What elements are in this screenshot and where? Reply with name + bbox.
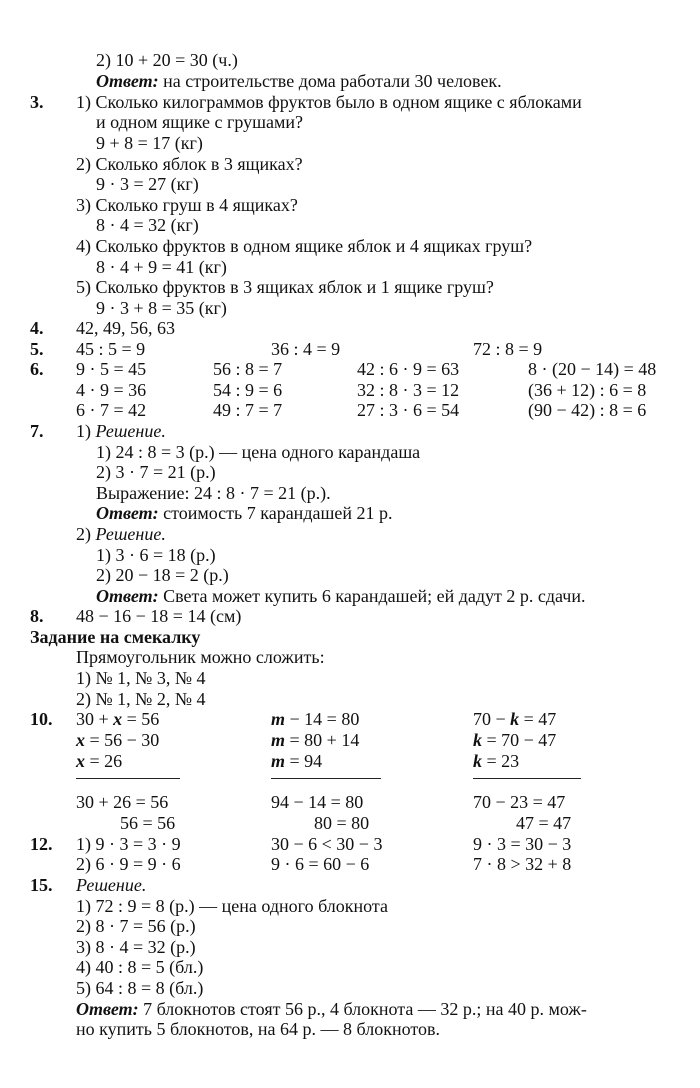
answer-text: стоимость 7 карандашей 21 р. [158,503,393,523]
check-line: 47 = 47 [516,813,572,833]
expression-cell: 8 · (20 − 14) = 48 [528,359,657,379]
answer-option: 2) № 1, № 2, № 4 [76,689,206,709]
answer-label: Ответ: [96,503,159,523]
check-line: 30 + 26 = 56 [76,792,169,812]
solution-line: 2) 8 · 7 = 56 (р.) [76,916,196,936]
variable: k [473,730,482,750]
solution-line: 1) 24 : 8 = 3 (р.) — цена одного карандаша [96,442,421,462]
expression-line: 8 · 4 + 9 = 41 (кг) [96,257,227,277]
comparison-cell: 7 · 8 > 32 + 8 [473,854,572,874]
task-number: 15. [30,875,53,895]
question-line: 3) Сколько груш в 4 ящиках? [76,195,298,215]
answer-line: но купить 5 блокнотов, на 64 р. — 8 блокнотов. [76,1019,441,1039]
variable: m [271,751,286,771]
question-line: 4) Сколько фруктов в одном ящике яблок и 4 ящиках груш? [76,236,533,256]
expression-line: 9 · 3 + 8 = 35 (кг) [96,298,227,318]
equation-line: m − 14 = 80 [271,709,360,729]
task-number: 6. [30,359,44,379]
check-divider [473,778,581,779]
variable: m [271,730,286,750]
task-number: 5. [30,339,44,359]
solution-line: 3) 8 · 4 = 32 (р.) [76,937,196,957]
answer-line [96,503,392,523]
answer-text: на строительстве дома работали 30 человек. [158,71,502,91]
comparison-cell: 9 · 6 = 60 − 6 [271,854,370,874]
expression-cell: 45 : 5 = 9 [76,339,146,359]
expression-cell: 49 : 7 = 7 [213,400,283,420]
answer-text: 7 блокнотов стоят 56 р., 4 блокнота — 32 р.; на 40 р. мож- [138,999,587,1019]
expression-cell: 72 : 8 = 9 [473,339,543,359]
section-heading: Задание на смекалку [30,627,201,647]
solution-line: 5) 64 : 8 = 8 (бл.) [76,978,204,998]
solution-line: 1) 3 · 6 = 18 (р.) [96,545,216,565]
solution-line: 2) 10 + 20 = 30 (ч.) [96,50,238,70]
task-number: 3. [30,92,44,112]
text-line: Прямоугольник можно сложить: [76,647,325,667]
solution-line: 4) 40 : 8 = 5 (бл.) [76,957,204,977]
solution-line: 1) 72 : 9 = 8 (р.) — цена одного блокнота [76,896,388,916]
question-line: и одном ящике с грушами? [96,112,304,132]
variable: m [271,709,286,729]
answer-option: 1) № 1, № 3, № 4 [76,668,206,688]
comparison-cell: 1) 9 · 3 = 3 · 9 [76,834,181,854]
equation-line: x = 26 [76,751,123,771]
part-number: 2) [76,524,96,544]
answer-line [76,999,587,1019]
expression-cell: 56 : 8 = 7 [213,359,283,379]
expression-cell: 6 · 7 = 42 [76,400,147,420]
equation-line: m = 80 + 14 [271,730,360,750]
check-divider [271,778,381,779]
check-line: 94 − 14 = 80 [271,792,364,812]
expression-cell: 36 : 4 = 9 [271,339,341,359]
answer-line [96,586,585,606]
variable: x [76,730,85,750]
expression-line: 8 · 4 = 32 (кг) [96,215,199,235]
check-line: 56 = 56 [120,813,176,833]
variable: k [473,751,482,771]
sequence-line: 42, 49, 56, 63 [76,318,175,338]
equation-line: 30 + x = 56 [76,709,160,729]
answer-line [96,71,502,91]
part-line [76,421,166,441]
task-number: 4. [30,318,44,338]
solution-label: Решение. [95,421,166,441]
expression-cell: (36 + 12) : 6 = 8 [528,380,647,400]
expression-cell: 27 : 3 · 6 = 54 [357,400,460,420]
question-line: 5) Сколько фруктов в 3 ящиках яблок и 1 ящике груш? [76,277,494,297]
equation-line: k = 23 [473,751,520,771]
solution-line: 2) 3 · 7 = 21 (р.) [96,462,216,482]
expression-cell: (90 − 42) : 8 = 6 [528,400,647,420]
comparison-cell: 9 · 3 = 30 − 3 [473,834,572,854]
expression-cell: 9 · 5 = 45 [76,359,147,379]
task-number: 10. [30,709,53,729]
variable: x [76,751,85,771]
comparison-cell: 2) 6 · 9 = 9 · 6 [76,854,181,874]
question-line: 2) Сколько яблок в 3 ящиках? [76,154,303,174]
solution-line: 2) 20 − 18 = 2 (р.) [96,565,229,585]
equation-line: m = 94 [271,751,323,771]
answer-text: Света может купить 6 карандашей; ей дадут 2 р. сдачи. [158,586,586,606]
part-line [76,524,166,544]
equation-line: x = 56 − 30 [76,730,160,750]
expression-line: 9 + 8 = 17 (кг) [96,133,203,153]
task-number: 12. [30,834,53,854]
comparison-cell: 30 − 6 < 30 − 3 [271,834,383,854]
answer-label: Ответ: [76,999,139,1019]
expression-line: 48 − 16 − 18 = 14 (см) [76,606,242,626]
equation-line: 70 − k = 47 [473,709,557,729]
expression-line: Выражение: 24 : 8 · 7 = 21 (р.). [96,483,331,503]
solution-label: Решение. [95,524,166,544]
part-number: 1) [76,421,96,441]
answer-label: Ответ: [96,71,159,91]
variable: x [113,709,123,729]
variable: k [510,709,520,729]
task-number: 7. [30,421,44,441]
equation-line: k = 70 − 47 [473,730,557,750]
expression-cell: 4 · 9 = 36 [76,380,147,400]
expression-cell: 54 : 9 = 6 [213,380,283,400]
check-divider [76,778,180,779]
question-line: 1) Сколько килограммов фруктов было в одном ящике с яблоками [76,92,582,112]
check-line: 80 = 80 [314,813,370,833]
solution-label: Решение. [76,875,147,895]
expression-cell: 32 : 8 · 3 = 12 [357,380,460,400]
expression-line: 9 · 3 = 27 (кг) [96,174,199,194]
task-number: 8. [30,606,44,626]
check-line: 70 − 23 = 47 [473,792,566,812]
expression-cell: 42 : 6 · 9 = 63 [357,359,460,379]
answer-label: Ответ: [96,586,159,606]
